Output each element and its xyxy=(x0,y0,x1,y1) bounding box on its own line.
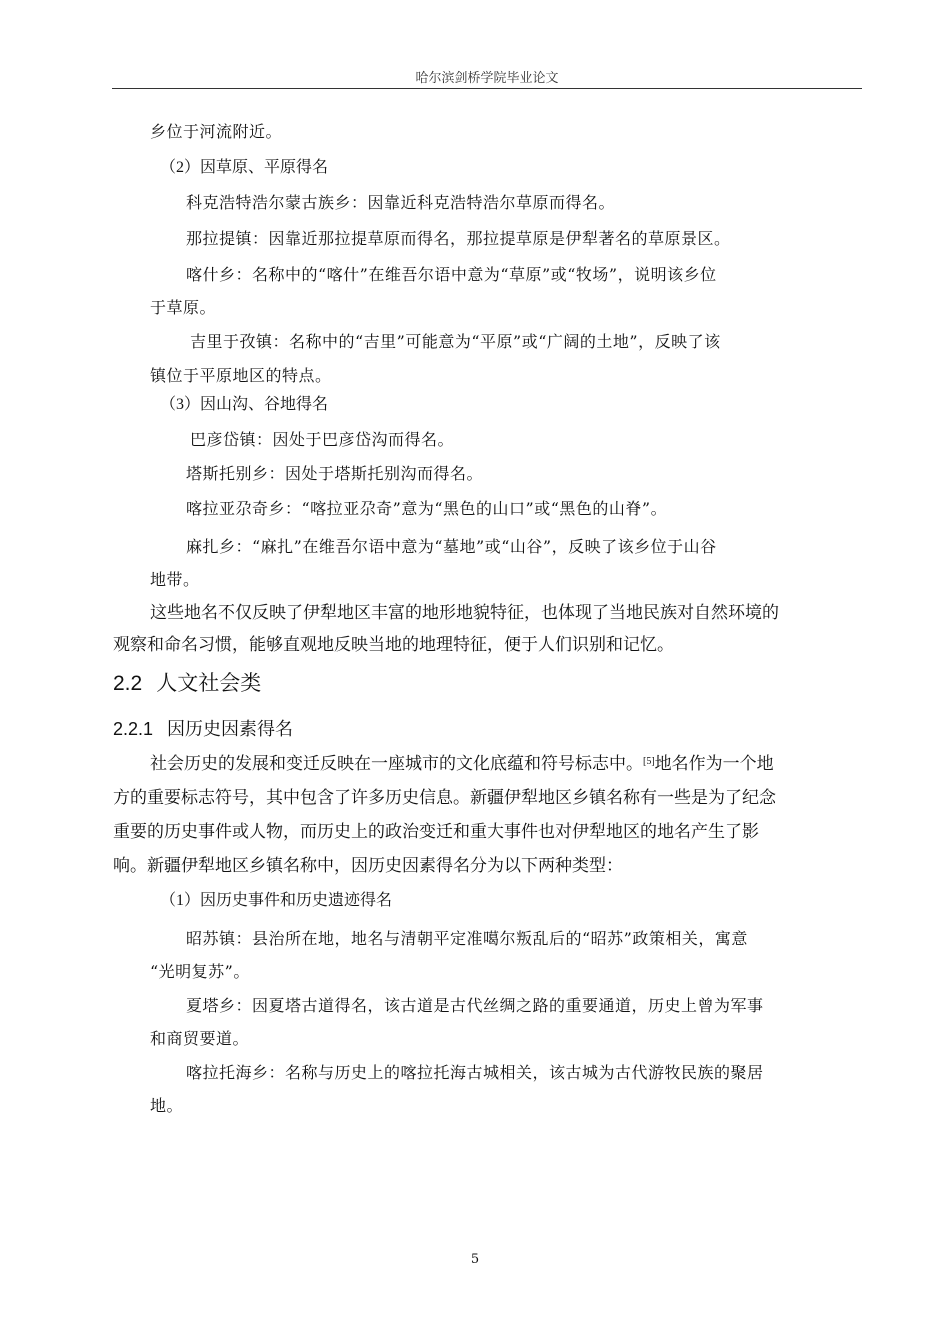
header-divider xyxy=(112,88,862,89)
text-line: 吉里于孜镇：名称中的“吉里”可能意为“平原”或“广阔的土地”，反映了该 xyxy=(190,332,721,351)
text-line: 科克浩特浩尔蒙古族乡：因靠近科克浩特浩尔草原而得名。 xyxy=(186,193,616,212)
text-line: 地。 xyxy=(150,1096,184,1115)
text-line: “光明复苏”。 xyxy=(150,962,250,981)
text-line: 塔斯托别乡：因处于塔斯托别沟而得名。 xyxy=(186,464,484,483)
text-line: 巴彦岱镇：因处于巴彦岱沟而得名。 xyxy=(190,430,455,449)
text-line: 那拉提镇：因靠近那拉提草原而得名，那拉提草原是伊犁著名的草原景区。 xyxy=(186,229,731,248)
text-line: 昭苏镇：县治所在地，地名与清朝平定准噶尔叛乱后的“昭苏”政策相关，寓意 xyxy=(186,929,748,948)
text-line xyxy=(150,754,774,774)
text-line: 重要的历史事件或人物，而历史上的政治变迁和重大事件也对伊犁地区的地名产生了影 xyxy=(113,822,759,841)
text-line: 喀拉亚尕奇乡：“喀拉亚尕奇”意为“黑色的山口”或“黑色的山脊”。 xyxy=(186,499,668,518)
text-segment: 社会历史的发展和变迁反映在一座城市的文化底蕴和符号标志中。 xyxy=(150,754,643,773)
text-line: 夏塔乡：因夏塔古道得名，该古道是古代丝绸之路的重要通道，历史上曾为军事 xyxy=(186,996,764,1015)
text-line: 地带。 xyxy=(150,570,200,589)
text-line: 这些地名不仅反映了伊犁地区丰富的地形地貌特征，也体现了当地民族对自然环境的 xyxy=(150,603,779,622)
text-line: 于草原。 xyxy=(150,298,217,317)
citation-ref: [5] xyxy=(643,756,655,767)
subsection-label: （3）因山沟、谷地得名 xyxy=(160,396,329,413)
text-line: 观察和命名习惯，能够直观地反映当地的地理特征，便于人们识别和记忆。 xyxy=(113,635,674,654)
section-heading-2-2-1 xyxy=(113,717,293,741)
page-header: 哈尔滨剑桥学院毕业论文 xyxy=(415,71,559,86)
section-title: 因历史因素得名 xyxy=(167,719,294,739)
text-line: 镇位于平原地区的特点。 xyxy=(150,366,332,385)
text-segment: 地名作为一个地 xyxy=(654,754,774,773)
text-line: 方的重要标志符号，其中包含了许多历史信息。新疆伊犁地区乡镇名称有一些是为了纪念 xyxy=(113,788,776,807)
text-line: 响。新疆伊犁地区乡镇名称中，因历史因素得名分为以下两种类型： xyxy=(113,856,623,875)
section-title: 人文社会类 xyxy=(156,672,262,695)
subsection-label: （2）因草原、平原得名 xyxy=(160,159,329,176)
subsection-label: （1）因历史事件和历史遗迹得名 xyxy=(160,892,393,909)
section-number: 2.2.1 xyxy=(113,719,154,739)
text-line: 乡位于河流附近。 xyxy=(150,122,283,141)
text-line: 和商贸要道。 xyxy=(150,1029,250,1048)
text-line: 喀什乡：名称中的“喀什”在维吾尔语中意为“草原”或“牧场”，说明该乡位 xyxy=(186,265,717,284)
section-heading-2-2 xyxy=(113,671,261,697)
page-number: 5 xyxy=(470,1252,480,1267)
text-line: 麻扎乡：“麻扎”在维吾尔语中意为“墓地”或“山谷”，反映了该乡位于山谷 xyxy=(186,537,717,556)
text-line: 喀拉托海乡：名称与历史上的喀拉托海古城相关，该古城为古代游牧民族的聚居 xyxy=(186,1063,764,1082)
section-number: 2.2 xyxy=(113,672,143,695)
